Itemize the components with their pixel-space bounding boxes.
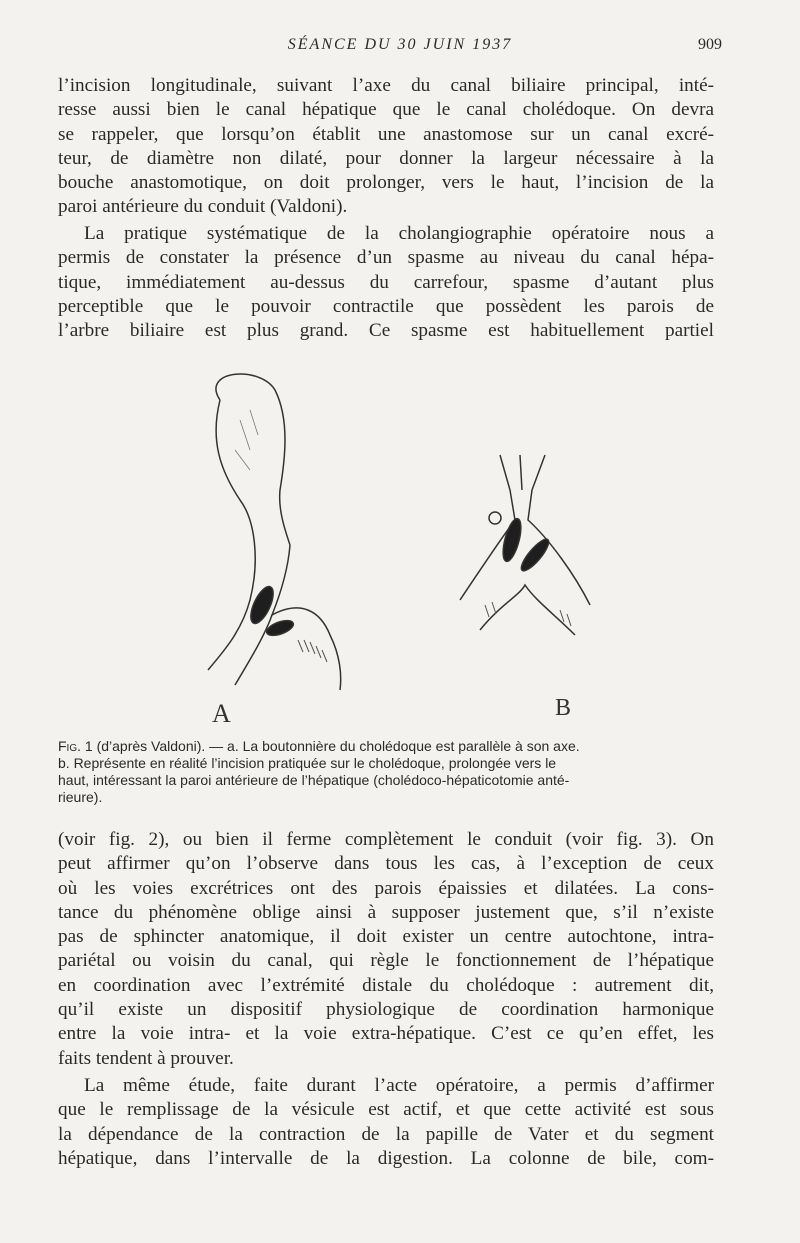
text-line: bouche anastomotique, on doit prolonger, vers le haut, l’incision de la [58,172,714,194]
text-line: (voir fig. 2), ou bien il ferme complètement le conduit (voir fig. 3). On [58,829,714,850]
page-header [0,36,800,60]
running-title: SÉANCE DU 30 JUIN 1937 [287,36,513,53]
text-line: l’incision longitudinale, suivant l’axe du canal biliaire principal, inté- [58,75,714,96]
caption-line [58,738,714,755]
text-line: permis de constater la présence d’un spasme au niveau du canal hépa- [58,247,714,269]
caption-line-1: (d’après Valdoni). — a. La boutonnière du cholédoque est parallèle à son axe. [92,738,580,754]
text-line: en coordination avec l’extrémité distale du cholédoque : autrement dit, [58,974,714,996]
text-line: teur, de diamètre non dilaté, pour donner la largeur nécessaire à la [58,147,714,169]
surgical-diagram [180,360,640,730]
caption-line-4: rieure). [58,789,103,805]
text-line: entre la voie intra- et la voie extra-hépatique. C’est ce qu’en effet, les [58,1023,714,1045]
text-line: tance du phénomène oblige ainsi à supposer justement que, s’il n’existe [58,901,714,923]
text-line: que le remplissage de la vésicule est actif, et que cette activité est sous [58,1099,714,1121]
paragraph-3 [58,828,714,1071]
page-number: 909 [698,36,722,53]
text-line: faits tendent à prouver. [58,1047,234,1069]
text-line: La même étude, faite durant l’acte opératoire, a permis d’affirmer [84,1075,714,1096]
figure-1-illustration [180,360,640,730]
text-line: resse aussi bien le canal hépatique que le canal cholédoque. On devra [58,99,714,121]
figure-caption [58,738,714,806]
text-line: se rappeler, que lorsqu’on établit une anastomose sur un canal excré- [58,123,714,145]
figure-label-a: A [212,699,231,728]
diagram-a [208,374,341,690]
text-line: paroi antérieure du conduit (Valdoni). [58,196,348,218]
figure-label-b: B [555,695,572,721]
text-line: pas de sphincter anatomique, il doit exister un centre autochtone, intra- [58,926,714,948]
caption-line-2: b. Représente en réalité l’incision pratiquée sur le cholédoque, prolongée vers le [58,755,557,771]
paragraph-4 [58,1074,714,1171]
text-line: tique, immédiatement au-dessus du carrefour, spasme d’autant plus [58,271,714,293]
paragraph-1 [58,74,714,220]
text-line: peut affirmer qu’on l’observe dans tous les cas, à l’exception de ceux [58,853,714,875]
text-line: hépatique, dans l’intervalle de la digestion. La colonne de bile, com- [58,1147,714,1169]
text-line: qu’il existe un dispositif physiologique de coordination harmonique [58,999,714,1021]
caption-fig-label: Fig. 1 [58,738,93,754]
text-line: perceptible que le pouvoir contractile que possèdent les parois de [58,295,714,317]
text-line: pariétal ou voisin du canal, qui règle le fonctionnement de l’hépatique [58,950,714,972]
paragraph-2 [58,222,714,343]
text-line: la dépendance de la contraction de la papille de Vater et du segment [58,1123,714,1145]
diagram-b [460,455,590,635]
text-line: l’arbre biliaire est plus grand. Ce spasme est habituellement partiel [58,320,714,342]
text-line: La pratique systématique de la cholangiographie opératoire nous a [84,223,714,244]
text-line: où les voies excrétrices ont des parois épaissies et dilatées. La cons- [58,877,714,899]
caption-line-3: haut, intéressant la paroi antérieure de l’hépatique (cholédoco-hépaticotomie anté- [58,772,570,788]
